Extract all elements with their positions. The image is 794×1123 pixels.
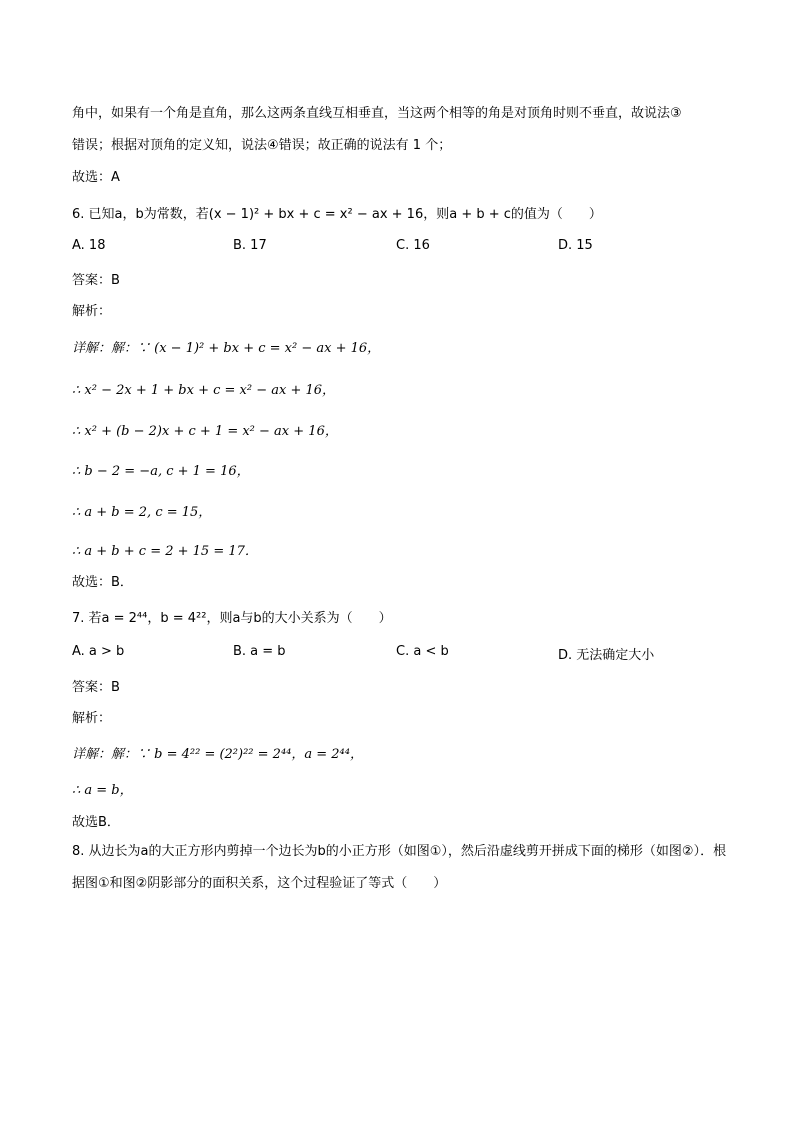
q6-step-6: ∴ a + b + c = 2 + 15 = 17．	[72, 544, 258, 559]
intro-line-2: 错误；根据对顶角的定义知，说法④错误；故正确的说法有 1 个；	[72, 138, 452, 153]
q7-answer: 答案：B	[72, 680, 120, 695]
q6-option-a: A. 18	[72, 238, 106, 253]
intro-choice: 故选：A	[72, 170, 120, 185]
q6-option-d: D. 15	[558, 238, 593, 253]
q6-step-5: ∴ a + b = 2, c = 15，	[72, 505, 212, 520]
q7-step-2: ∴ a = b，	[72, 783, 133, 798]
q7-analysis-label: 解析：	[72, 711, 112, 726]
q7-option-a: A. a > b	[72, 644, 125, 659]
q7-option-c: C. a < b	[396, 644, 449, 659]
q8-stem: 8. 从边长为a的大正方形内剪掉一个边长为b的小正方形（如图①），然后沿虚线剪开拼成下面的梯形（如图②）．根据图①和图②阴影部分的面积关系，这个过程验证了等式（ ）	[72, 844, 727, 891]
q6-stem: 6. 已知a，b为常数，若(x − 1)² + bx + c = x² − ax + 16，则a + b + c的值为（ ）	[72, 207, 602, 222]
intro-line-1: 角中，如果有一个角是直角，那么这两条直线互相垂直，当这两个相等的角是对顶角时则不垂直，故说法③	[72, 106, 682, 121]
q7-step-1: 详解：解：∵ b = 4²² = (2²)²² = 2⁴⁴，a = 2⁴⁴，	[72, 747, 363, 762]
q6-option-c: C. 16	[396, 238, 430, 253]
q6-step-4: ∴ b − 2 = −a, c + 1 = 16，	[72, 464, 250, 479]
q6-choice: 故选：B．	[72, 575, 133, 590]
q7-stem: 7. 若a = 2⁴⁴，b = 4²²，则a与b的大小关系为（ ）	[72, 611, 392, 626]
q7-option-b: B. a = b	[233, 644, 286, 659]
q6-step-2: ∴ x² − 2x + 1 + bx + c = x² − ax + 16，	[72, 383, 336, 398]
q7-option-d: D. 无法确定大小	[558, 648, 655, 663]
q7-choice: 故选B．	[72, 815, 120, 830]
q6-step-1: 详解：解：∵ (x − 1)² + bx + c = x² − ax + 16，	[72, 341, 381, 356]
q6-answer: 答案：B	[72, 273, 120, 288]
q6-step-3: ∴ x² + (b − 2)x + c + 1 = x² − ax + 16，	[72, 424, 338, 439]
q6-analysis-label: 解析：	[72, 304, 112, 319]
q6-option-b: B. 17	[233, 238, 267, 253]
